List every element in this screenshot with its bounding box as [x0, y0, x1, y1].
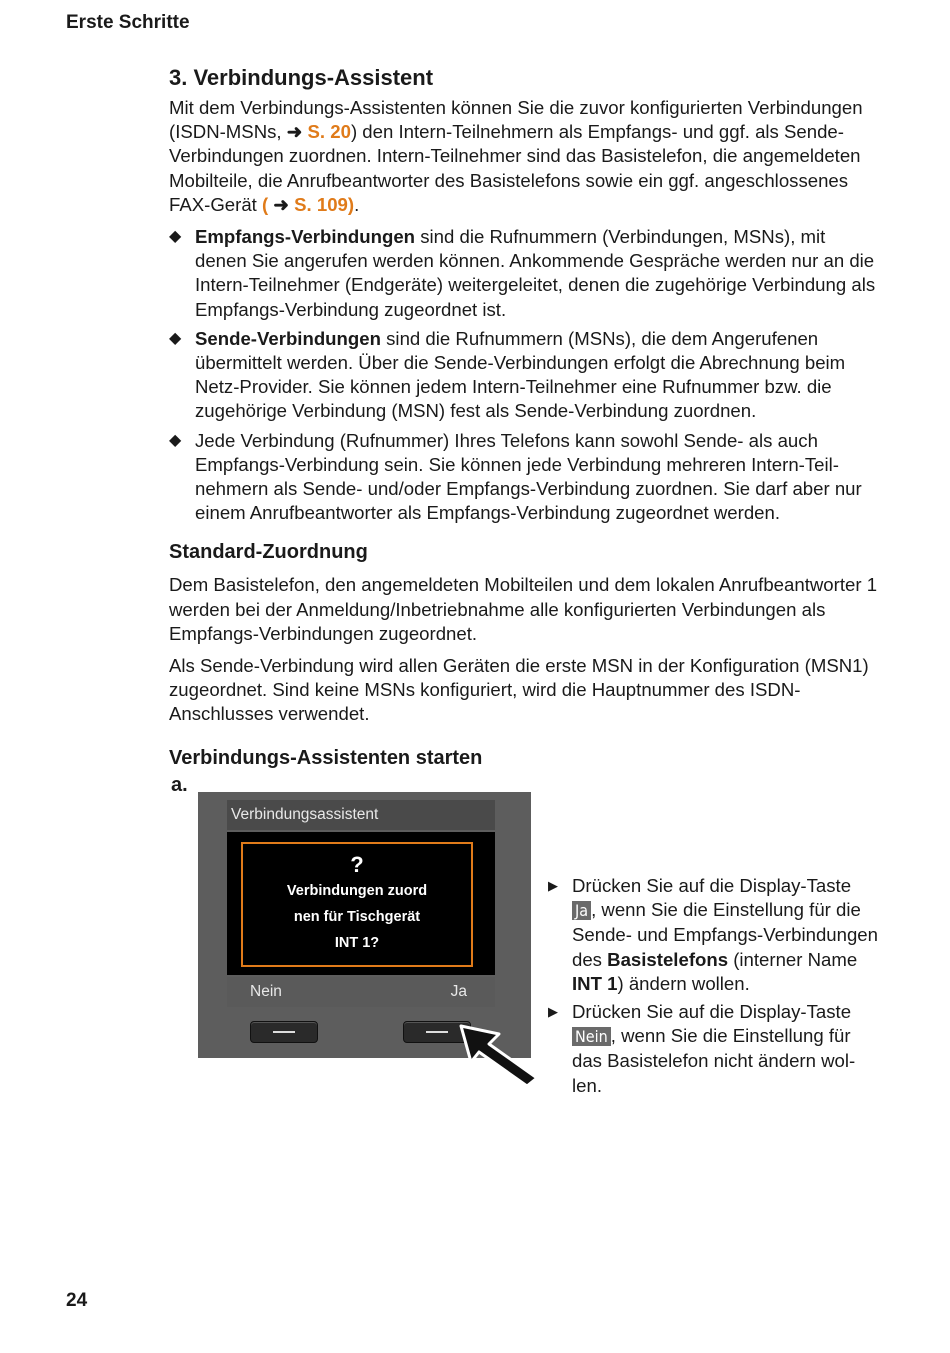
step-label: a. — [171, 774, 188, 796]
dialog-line: nen für Tischgerät — [293, 909, 421, 925]
subsection-title: Standard-Zuordnung — [169, 541, 368, 564]
softkey-ja-badge: Ja — [572, 901, 591, 920]
running-header: Erste Schritte — [66, 12, 190, 33]
confirm-dialog — [241, 842, 473, 967]
question-icon: ? — [350, 852, 364, 877]
softkey-label-right: Ja — [450, 983, 467, 1000]
instruction-list — [548, 874, 878, 1102]
diamond-bullet-icon: ◆ — [169, 329, 182, 347]
page-number: 24 — [66, 1290, 88, 1311]
display-title: Verbindungsassistent — [227, 800, 495, 830]
section-title: 3. Verbindungs-Assistent — [169, 65, 434, 90]
diamond-bullet-icon: ◆ — [169, 431, 182, 449]
page-ref-link[interactable]: S. 20 — [307, 121, 351, 143]
display-body — [227, 832, 495, 975]
dialog-line: Verbindungen zuord — [286, 883, 428, 899]
list-item: ◆ Sende-Verbindungen sind die Rufnummern (MSNs), die dem Angerufenen übermittelt werden. Über die Sende-Verbindungen erfolgt die Abrechnung beim Netz-Provider. Sie können jedem Intern-Teilnehmer eine Rufnummer bzw. die zugehörige Verbindung (MSN) fest als Sende-Verbindung zuordnen. — [169, 327, 846, 422]
list-item: ◆ Jede Verbindung (Rufnummer) Ihres Telefons kann sowohl Sende- als auch Empfangs-Verbindung sein. Sie können jede Verbindung mehreren Intern-Teilnehmern als Sende- und/oder Empfangs-Verbindung zuordnen. Sie darf aber nur einem Anrufbeantworter als Empfangs-Verbindung zugeordnet werden. — [169, 429, 862, 524]
left-display-key[interactable] — [250, 1021, 318, 1043]
paragraph: Dem Basistelefon, den angemeldeten Mobilteilen und dem lokalen Anrufbeantworter 1 werden bei der Anmeldung/Inbetriebnahme alle konfigurierten Verbindungen als Empfangs-Verbindungen zugeordnet. — [169, 574, 878, 644]
softkey-label-left: Nein — [250, 983, 282, 1000]
bullet-list — [169, 225, 881, 525]
phone-display-illustration — [198, 792, 531, 1058]
subsection-title: Verbindungs-Assistenten starten — [169, 746, 483, 769]
main-content — [169, 64, 881, 779]
triangle-bullet-icon: ▶ — [548, 878, 558, 893]
instruction-item: ▶ Drücken Sie auf die Display-Taste Ja , wenn Sie die Einstellung für die Sende- und Empfangs-Verbindungen des Basistelefons (interner Name INT 1) ändern wollen. — [548, 875, 878, 994]
diamond-bullet-icon: ◆ — [169, 228, 182, 246]
list-item: ◆ Empfangs-Verbindungen sind die Rufnummern (Verbindungen, MSNs), mit denen Sie angerufen werden können. Ankommende Gespräche werden nur an die Intern-Teilnehmer (Endgeräte) weitergeleitet, denen die zugehörige Verbindung als Empfangs-Verbindung zugeordnet ist. — [169, 226, 876, 320]
softkey-bar — [227, 977, 495, 1007]
softkey-nein-badge: Nein — [572, 1027, 611, 1046]
pointer-arrow-icon — [457, 1022, 541, 1088]
arrow-icon: ➜ — [273, 193, 289, 215]
page-ref-link[interactable]: S. 109) — [294, 193, 355, 215]
paragraph: Als Sende-Verbindung wird allen Geräten die erste MSN in der Konfiguration (MSN1) zugeordnet. Sind keine MSNs konfiguriert, wird die Hauptnummer des ISDN-Anschlusses verwendet. — [169, 655, 869, 725]
dialog-line: INT 1? — [334, 935, 380, 951]
instruction-item: ▶ Drücken Sie auf die Display-Taste Nein , wenn Sie die Einstellung für das Basistelefon nicht ändern wollen. — [548, 1001, 856, 1096]
arrow-icon: ➜ — [286, 121, 303, 143]
triangle-bullet-icon: ▶ — [548, 1004, 558, 1020]
intro-paragraph: Mit dem Verbindungs-Assistenten können Sie die zuvor konfigurierten Verbindungen (ISDN-MSNs, ➜ S. 20) den Intern-Teilnehmern als Empfangs- und ggf. als Sende-Verbindungen zuordnen. Intern-Teilnehmer sind das Basistelefon, die angemeldeten Mobilteile, die Anrufbeantworter des Basistelefons sowie ein ggf. angeschlossenes FAX-Gerät ( ➜ S. 109). — [169, 97, 863, 215]
